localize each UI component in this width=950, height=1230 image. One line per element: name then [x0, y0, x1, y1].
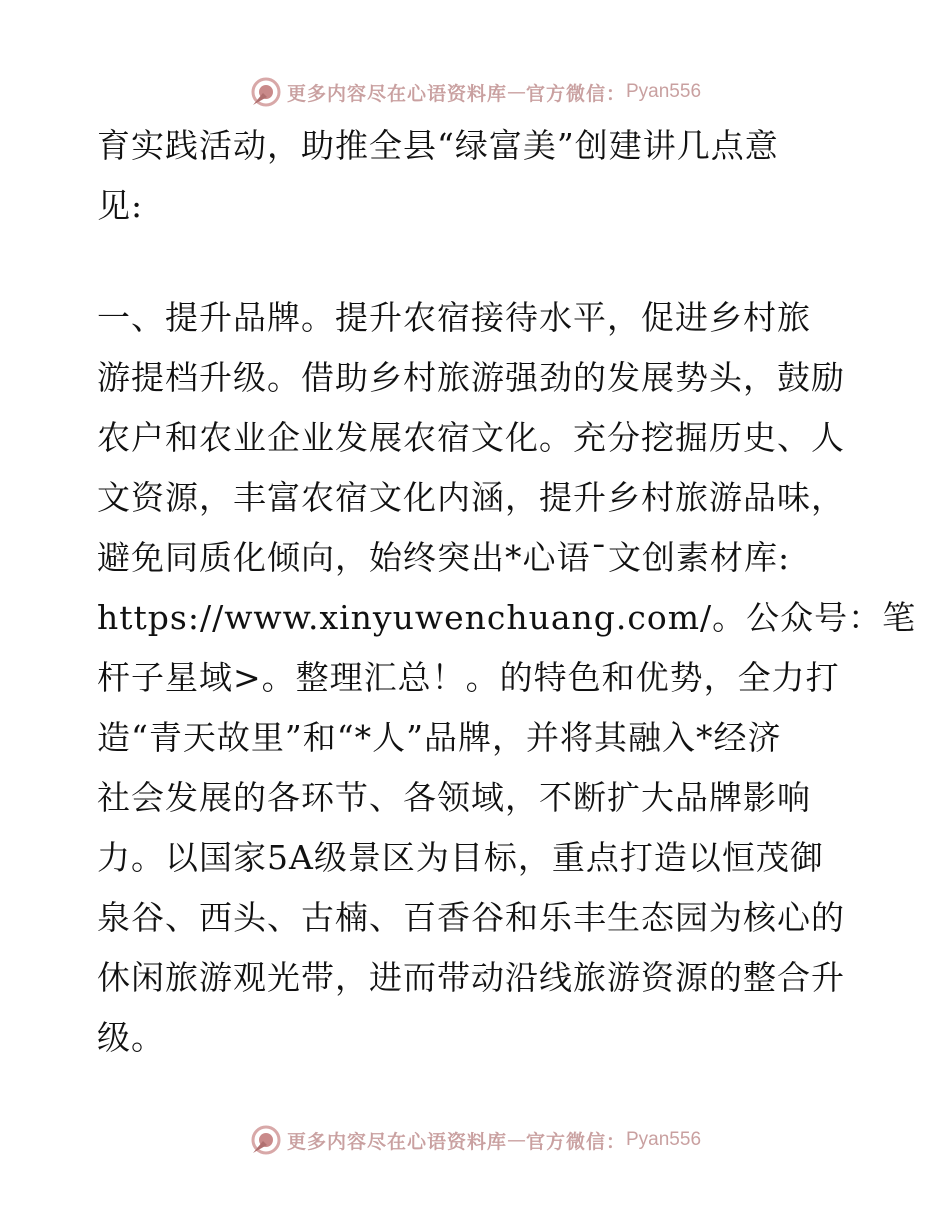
paragraph-gap	[97, 236, 857, 288]
text-line: 文资源，丰富农宿文化内涵，提升乡村旅游品味，	[97, 478, 845, 517]
watermark-header	[0, 72, 950, 112]
watermark-official-text: 官方微信：	[525, 1130, 626, 1153]
pen-logo-icon	[249, 75, 283, 109]
pen-logo-icon	[249, 1123, 283, 1157]
watermark-wechat-id: Pyan556	[626, 1129, 702, 1150]
text-line: 农户和农业企业发展农宿文化。充分挖掘历史、人	[97, 418, 845, 457]
document-body	[97, 116, 917, 1068]
text-line: 泉谷、西头、古楠、百香谷和乐丰生态园为核心的	[97, 898, 845, 937]
watermark-wechat-id: Pyan556	[626, 81, 702, 102]
text-line: https://www.xinyuwenchuang.com/。公众号：笔	[97, 598, 917, 637]
text-line: 杆子星域>。整理汇总！。的特色和优势，全力打	[97, 658, 840, 697]
section-heading-line: 一、提升品牌。提升农宿接待水平，促进乡村旅	[97, 298, 811, 337]
text-line: 休闲旅游观光带，进而带动沿线旅游资源的整合升	[97, 958, 845, 997]
watermark-separator: —	[506, 1129, 526, 1151]
text-line: 级。	[97, 1018, 165, 1057]
watermark-official-text: 官方微信：	[525, 82, 626, 105]
text-line: 见:	[97, 186, 144, 225]
watermark-separator: —	[506, 81, 526, 103]
text-line: 避免同质化倾向，始终突出*心语¯文创素材库:	[97, 538, 791, 577]
text-line: 社会发展的各环节、各领域，不断扩大品牌影响	[97, 778, 811, 817]
text-line: 力。以国家5A级景区为目标，重点打造以恒茂御	[97, 838, 824, 877]
watermark-brand-text: 更多内容尽在心语资料库	[286, 1130, 507, 1153]
watermark-footer	[0, 1120, 950, 1160]
watermark-brand-text: 更多内容尽在心语资料库	[286, 82, 507, 105]
text-line: 育实践活动，助推全县“绿富美”创建讲几点意	[97, 126, 779, 165]
text-line: 游提档升级。借助乡村旅游强劲的发展势头，鼓励	[97, 358, 845, 397]
text-line: 造“青天故里”和“*人”品牌，并将其融入*经济	[97, 718, 782, 757]
